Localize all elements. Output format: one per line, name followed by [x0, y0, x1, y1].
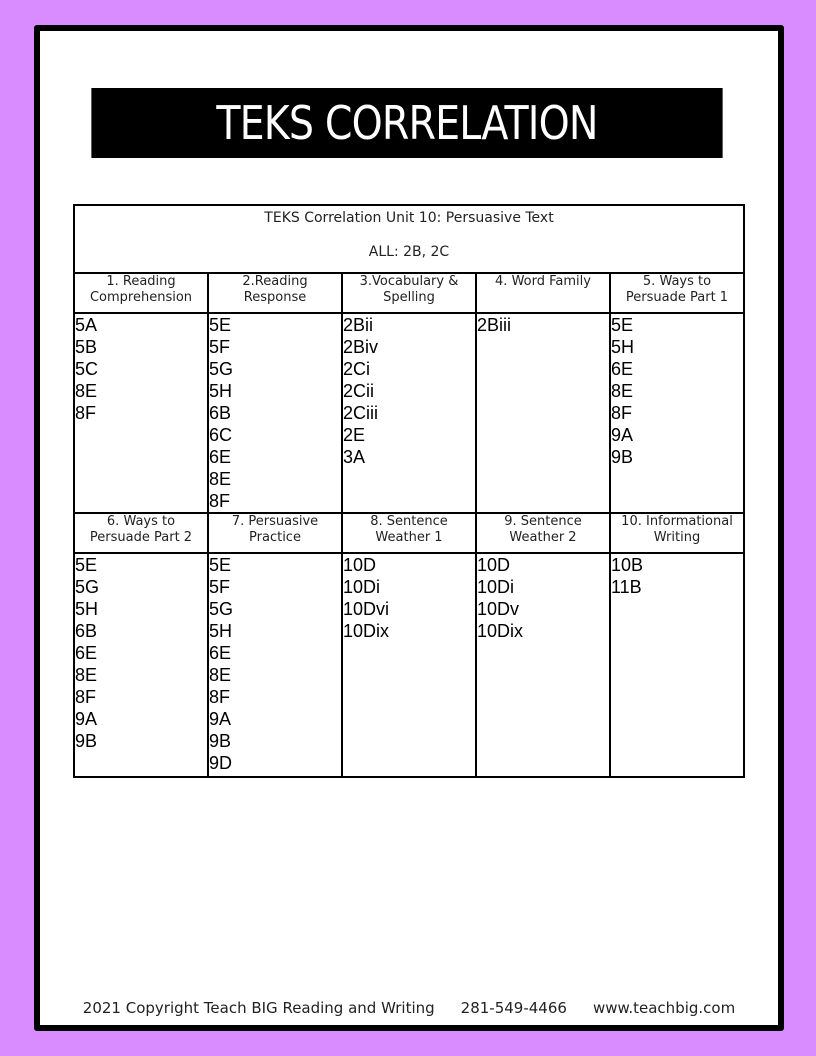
teks-code: 8E [75, 665, 98, 685]
teks-code: 9A [209, 709, 232, 729]
column-header [342, 273, 476, 313]
teks-code: 8E [611, 381, 634, 401]
teks-code: 6B [75, 621, 98, 641]
codes-cell [74, 553, 208, 777]
teks-code: 3A [343, 447, 366, 467]
footer-phone: 281-549-4466 [460, 999, 567, 1017]
header-label: 6. Ways to Persuade Part 2 [89, 514, 193, 545]
teks-code: 2E [343, 425, 366, 445]
teks-code: 2Ciii [343, 403, 379, 423]
teks-code: 10Dix [477, 621, 524, 641]
codes-cell [74, 313, 208, 513]
teks-code: 2Bii [343, 315, 374, 335]
teks-code: 9D [209, 753, 233, 773]
teks-code: 5H [209, 621, 233, 641]
teks-code: 2Ci [343, 359, 371, 379]
header-label: 2.Reading Response [242, 274, 308, 305]
teks-code: 5H [209, 381, 233, 401]
teks-code: 5E [209, 555, 232, 575]
footer [40, 999, 778, 1017]
teks-code: 5C [75, 359, 99, 379]
teks-code: 6E [75, 643, 98, 663]
teks-code: 9B [75, 731, 98, 751]
teks-code: 5E [209, 315, 232, 335]
column-header [208, 513, 342, 553]
teks-code: 8F [611, 403, 633, 423]
teks-code: 10Dv [477, 599, 520, 619]
teks-code: 5F [209, 577, 231, 597]
column-header [476, 513, 610, 553]
teks-code: 5G [75, 577, 100, 597]
teks-code: 5G [209, 599, 234, 619]
teks-code: 9B [209, 731, 232, 751]
teks-code: 9B [611, 447, 634, 467]
header-label: 3.Vocabulary & Spelling [359, 274, 459, 305]
teks-table [73, 204, 745, 778]
teks-code: 9A [75, 709, 98, 729]
header-label: 5. Ways to Persuade Part 1 [625, 274, 729, 305]
teks-code: 6B [209, 403, 232, 423]
column-header [342, 513, 476, 553]
column-header [74, 273, 208, 313]
codes-cell [610, 553, 744, 777]
table-title-cell [74, 205, 744, 273]
teks-code: 5F [209, 337, 231, 357]
teks-code: 2Biv [343, 337, 379, 357]
column-header [610, 513, 744, 553]
footer-copyright: 2021 Copyright Teach BIG Reading and Writing [82, 999, 435, 1017]
column-header [610, 273, 744, 313]
teks-code: 9A [611, 425, 634, 445]
codes-cell [208, 553, 342, 777]
teks-code: 5H [611, 337, 635, 357]
header-label: 7. Persuasive Practice [231, 514, 319, 545]
teks-code: 8F [209, 491, 231, 511]
column-header [208, 273, 342, 313]
teks-code: 5E [75, 555, 98, 575]
teks-code: 6E [209, 447, 232, 467]
teks-code: 10D [343, 555, 377, 575]
codes-cell [208, 313, 342, 513]
teks-code: 8F [209, 687, 231, 707]
teks-code: 10D [477, 555, 511, 575]
codes-cell [610, 313, 744, 513]
codes-cell [342, 553, 476, 777]
teks-code: 11B [611, 577, 642, 597]
teks-code: 5G [209, 359, 234, 379]
header-label: 8. Sentence Weather 1 [370, 514, 448, 545]
teks-code: 6E [611, 359, 634, 379]
column-header [476, 273, 610, 313]
teks-code: 5H [75, 599, 99, 619]
teks-code: 10B [611, 555, 644, 575]
teks-code: 8E [209, 665, 232, 685]
footer-website: www.teachbig.com [592, 999, 736, 1017]
header-label: 10. Informational Writing [621, 514, 733, 545]
teks-code: 5B [75, 337, 98, 357]
teks-code: 8F [75, 403, 97, 423]
table-title: TEKS Correlation Unit 10: Persuasive Text [264, 210, 554, 226]
header-label: 4. Word Family [495, 274, 591, 289]
teks-code: 2Cii [343, 381, 375, 401]
codes-cell [476, 553, 610, 777]
teks-code: 10Dix [343, 621, 390, 641]
teks-code: 10Di [343, 577, 381, 597]
header-label: 9. Sentence Weather 2 [504, 514, 582, 545]
codes-cell [342, 313, 476, 513]
teks-code: 6C [209, 425, 233, 445]
codes-cell [476, 313, 610, 513]
teks-code: 6E [209, 643, 232, 663]
teks-code: 5E [611, 315, 634, 335]
teks-code: 8E [209, 469, 232, 489]
teks-code: 8E [75, 381, 98, 401]
teks-code: 2Biii [477, 315, 512, 335]
teks-code: 5A [75, 315, 98, 335]
document-page [34, 25, 784, 1031]
column-header [74, 513, 208, 553]
page-title-banner: TEKS CORRELATION [91, 88, 722, 158]
teks-code: 8F [75, 687, 97, 707]
header-label: 1. Reading Comprehension [89, 274, 193, 305]
table-subtitle: ALL: 2B, 2C [368, 244, 450, 260]
teks-code: 10Dvi [343, 599, 390, 619]
teks-code: 10Di [477, 577, 515, 597]
